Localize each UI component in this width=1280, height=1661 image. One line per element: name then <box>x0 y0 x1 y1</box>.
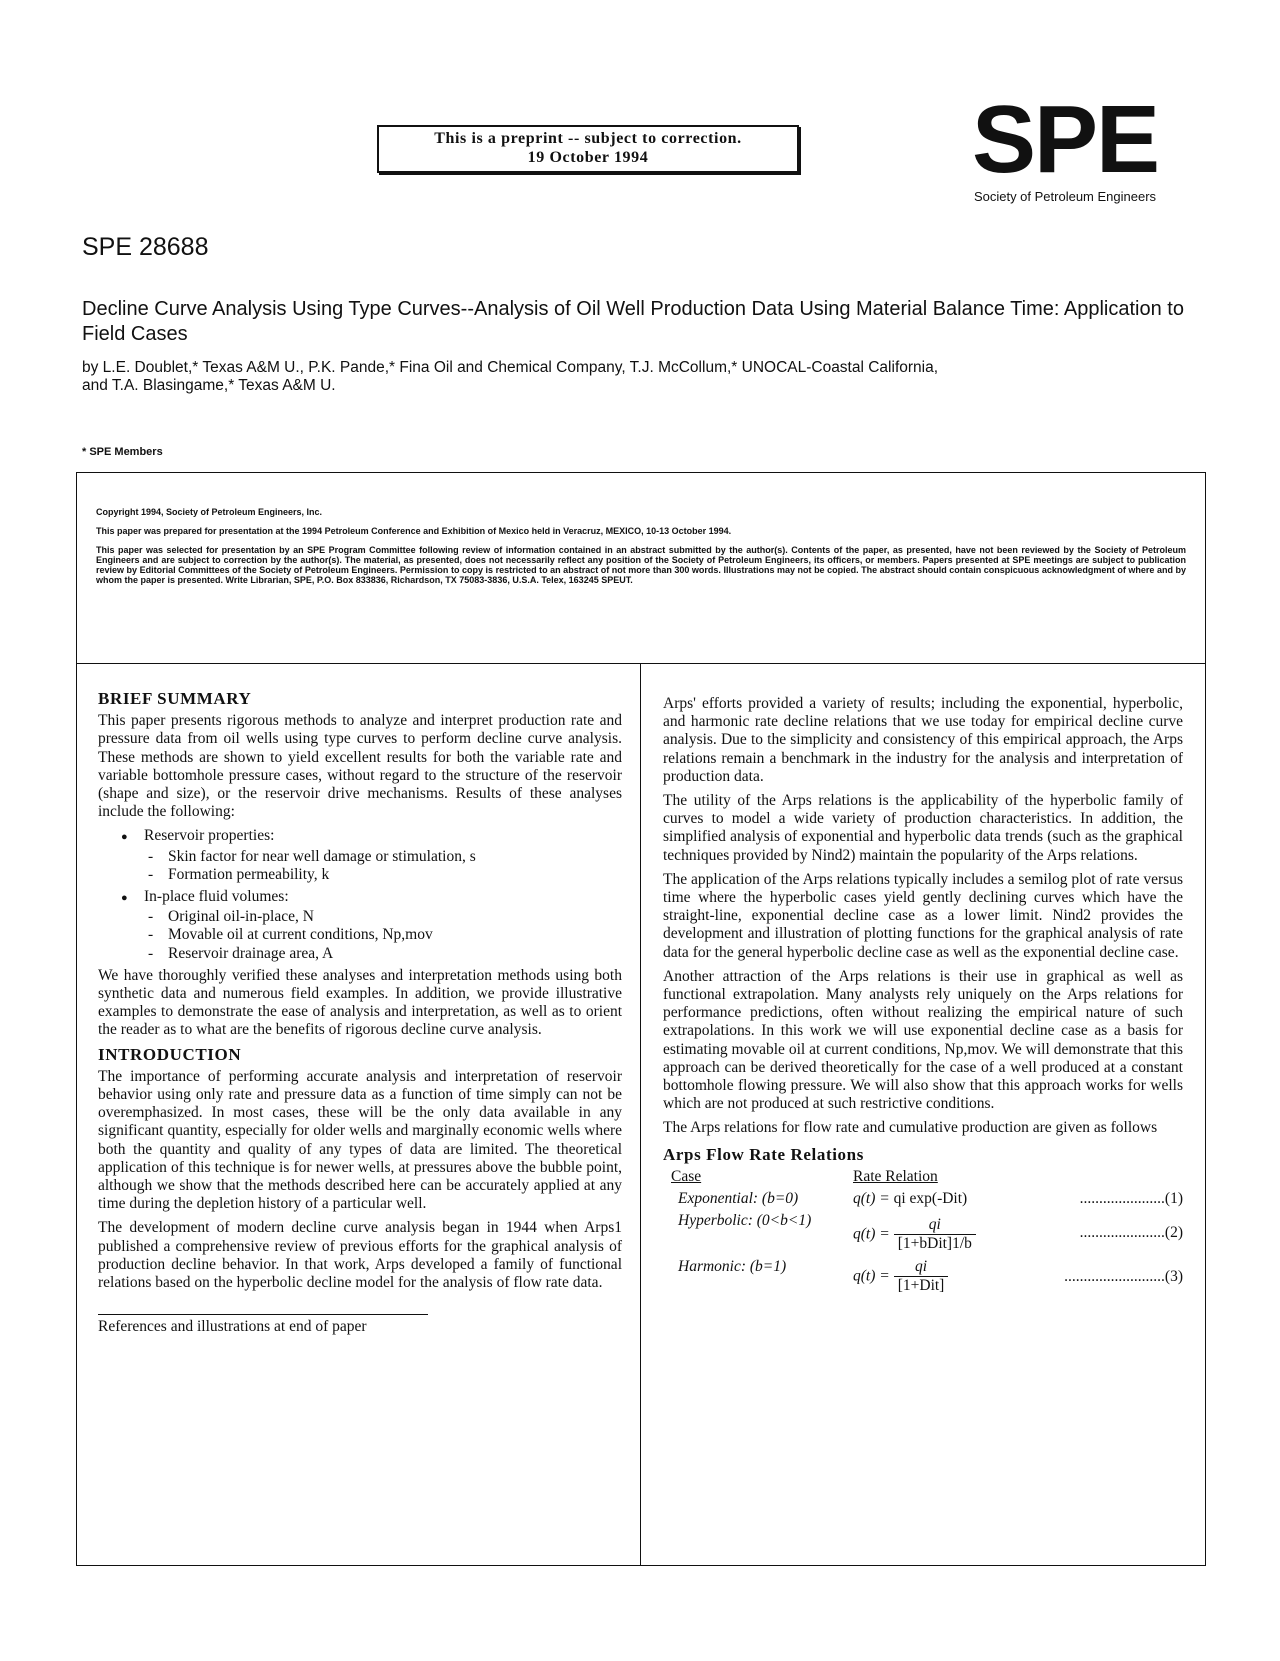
spe-logo-tagline: Society of Petroleum Engineers <box>973 189 1157 204</box>
paper-id: SPE 28688 <box>82 233 209 261</box>
arps-heading: Arps Flow Rate Relations <box>663 1144 864 1164</box>
equation-case: Exponential: (b=0) <box>678 1189 799 1207</box>
copyright-line: Copyright 1994, Society of Petroleum Engineers, Inc. <box>96 507 323 517</box>
equation-number: ..........................(3) <box>1064 1267 1183 1285</box>
equation-relation <box>853 1190 967 1208</box>
right-paragraph-3: The application of the Arps relations typically includes a semilog plot of rate versus time where the hyperbolic cases yield gently declining curves which have the straight-line, exponential decline case as a lower limit. Nind2 provides the development and illustration of plotting functions for the graphical analysis of rate data for the general hyperbolic decline case as well as the exponential decline case. <box>663 870 1183 961</box>
fraction-numerator: qi <box>894 1258 949 1277</box>
equation-number: ......................(2) <box>1079 1223 1183 1241</box>
fraction-numerator: qi <box>894 1216 976 1235</box>
equation-lhs: q(t) = <box>853 1267 890 1285</box>
summary-paragraph-2: We have thoroughly verified these analyses and interpretation methods using both synthetic data and numerous field examples. In addition, we provide illustrative examples to demonstrate the ease of analysis and interpretation, as well as to orient the reader as to what are the benefits of rigorous decline curve analysis. <box>98 966 622 1039</box>
summary-heading: BRIEF SUMMARY <box>98 689 252 708</box>
summary-paragraph-1: This paper presents rigorous methods to analyze and interpret production rate and pressure data from oil wells using type curves to perform decline curve analysis. These methods are shown to yield excellent results for both the variable rate and variable bottomhole pressure cases, without regard to the structure of the reservoir (shape and size), or the reservoir drive mechanisms. Results of these analyses include the following: <box>98 712 622 821</box>
list-item: - Movable oil at current conditions, Np,mov <box>168 926 622 944</box>
right-paragraph-2: The utility of the Arps relations is the applicability of the hyperbolic family of curves to model a wide variety of production characteristics. In addition, the simplified analysis of exponential and hyperbolic data trends (such as the graphical techniques provided by Nind2) maintain the popularity of the Arps relations. <box>663 792 1183 864</box>
equation-relation <box>853 1216 976 1253</box>
footnote: References and illustrations at end of paper <box>98 1314 428 1336</box>
bullet-label: In-place fluid volumes: <box>144 888 289 906</box>
fraction-denominator: [1+bDit]1/b <box>897 1235 972 1253</box>
case-header: Case <box>671 1167 702 1185</box>
intro-paragraph-2: The development of modern decline curve analysis began in 1944 when Arps1 published a comprehensive review of previous efforts for the graphical analysis of production decline behavior. In that work, Arps developed a family of functional relations based on the hyperbolic decline model for the analysis of flow rate data. <box>98 1219 622 1292</box>
preprint-notice <box>377 125 799 173</box>
rate-relation-header: Rate Relation <box>853 1167 938 1185</box>
equation-hyperbolic <box>663 1212 1183 1258</box>
summary-bullets <box>98 827 622 962</box>
arps-column-headers <box>663 1168 1183 1190</box>
author-line-2: and T.A. Blasingame,* Texas A&M U. <box>82 377 336 394</box>
copyright-block <box>96 507 1186 594</box>
equation-case: Hyperbolic: (0<b<1) <box>678 1211 812 1229</box>
author-list <box>82 359 1162 395</box>
selection-notice: This paper was selected for presentation by an SPE Program Committee following review of information contained in an abstract submitted by the author(s). Contents of the paper, as presented, have not been reviewed by the Society of Petroleum Engineers and are subject to correction by the author(s). The material, as presented, does not necessarily reflect any position of the Society of Petroleum Engineers, its officers, or members. Papers presented at SPE meetings are subject to publication review by Editorial Committees of the Society of Petroleum Engineers. Permission to copy is restricted to an abstract of not more than 300 words. Illustrations may not be copied. The abstract should contain conspicuous acknowledgment of where and by whom the paper is presented. Write Librarian, SPE, P.O. Box 833836, Richardson, TX 75083-3836, U.S.A. Telex, 163245 SPEUT. <box>96 545 1186 585</box>
bullet-label: Reservoir properties: <box>144 827 275 845</box>
equation-lhs: q(t) = <box>853 1225 890 1243</box>
presentation-line: This paper was prepared for presentation at the 1994 Petroleum Conference and Exhibition of Mexico held in Veracruz, MEXICO, 10-13 October 1994. <box>96 526 732 536</box>
list-item: - Skin factor for near well damage or stimulation, s <box>168 848 622 866</box>
spe-logo <box>940 86 1190 207</box>
equation-harmonic <box>663 1258 1183 1304</box>
spe-logo-mark: SPE <box>971 86 1159 193</box>
list-item: - Formation permeability, k <box>168 866 622 884</box>
author-line-1: by L.E. Doublet,* Texas A&M U., P.K. Pande,* Fina Oil and Chemical Company, T.J. McCollum,* UNOCAL-Coastal California, <box>82 359 939 376</box>
members-note: * SPE Members <box>82 446 163 458</box>
equation-exponential <box>663 1190 1183 1212</box>
right-paragraph-1: Arps' efforts provided a variety of results; including the exponential, hyperbolic, and harmonic rate decline relations that we use today for empirical decline curve analysis. Due to the simplicity and consistency of this empirical approach, the Arps relations remain a benchmark in the industry for the analysis and interpretation of production data. <box>663 695 1183 785</box>
list-item: - Original oil-in-place, N <box>168 908 622 926</box>
equation-lhs: q(t) = <box>853 1189 890 1207</box>
intro-paragraph-1: The importance of performing accurate analysis and interpretation of reservoir behavior using only rate and pressure data as a function of time simply can not be overemphasized. In most cases, these will be the only data available in any significant quantity, especially for older wells and marginally economic wells where both the quantity and quality of any types of data are limited. The theoretical application of this technique is for newer wells, at pressures above the bubble point, although we show that the methods described here can be accurately applied at any time during the depletion history of a particular well. <box>98 1067 622 1213</box>
introduction-heading: INTRODUCTION <box>98 1044 242 1064</box>
left-column <box>98 690 622 1337</box>
preprint-line-1: This is a preprint -- subject to correction. <box>434 130 742 147</box>
bullet-reservoir-properties <box>144 827 622 884</box>
right-paragraph-5: The Arps relations for flow rate and cumulative production are given as follows <box>663 1119 1158 1137</box>
equation-relation <box>853 1258 948 1295</box>
column-divider <box>640 663 641 1565</box>
list-item: - Reservoir drainage area, A <box>168 945 622 963</box>
right-paragraph-4: Another attraction of the Arps relations is their use in graphical as well as functional extrapolation. Many analysts rely uniquely on the Arps relations for performance predictions, often without realizing the empirical nature of such extrapolations. In this work we will use exponential decline case as a basis for estimating movable oil at current conditions, Np,mov. We will demonstrate that this approach can be derived theoretically for the case of a well produced at a constant bottomhole flowing pressure. We will also show that this approach works for wells which are not produced at such restrictive conditions. <box>663 967 1183 1113</box>
right-column <box>663 695 1183 1304</box>
preprint-line-2: 19 October 1994 <box>527 149 649 166</box>
fraction-denominator: [1+Dit] <box>897 1277 945 1295</box>
bullet-fluid-volumes <box>144 888 622 963</box>
equation-rhs: qi exp(-Dit) <box>893 1189 968 1207</box>
equation-number: ......................(1) <box>1079 1189 1183 1207</box>
paper-title: Decline Curve Analysis Using Type Curves--Analysis of Oil Well Production Data Using Material Balance Time: Application to Field Cases <box>82 298 1184 345</box>
frame-divider-horizontal <box>76 663 1206 664</box>
equation-case: Harmonic: (b=1) <box>678 1257 787 1275</box>
